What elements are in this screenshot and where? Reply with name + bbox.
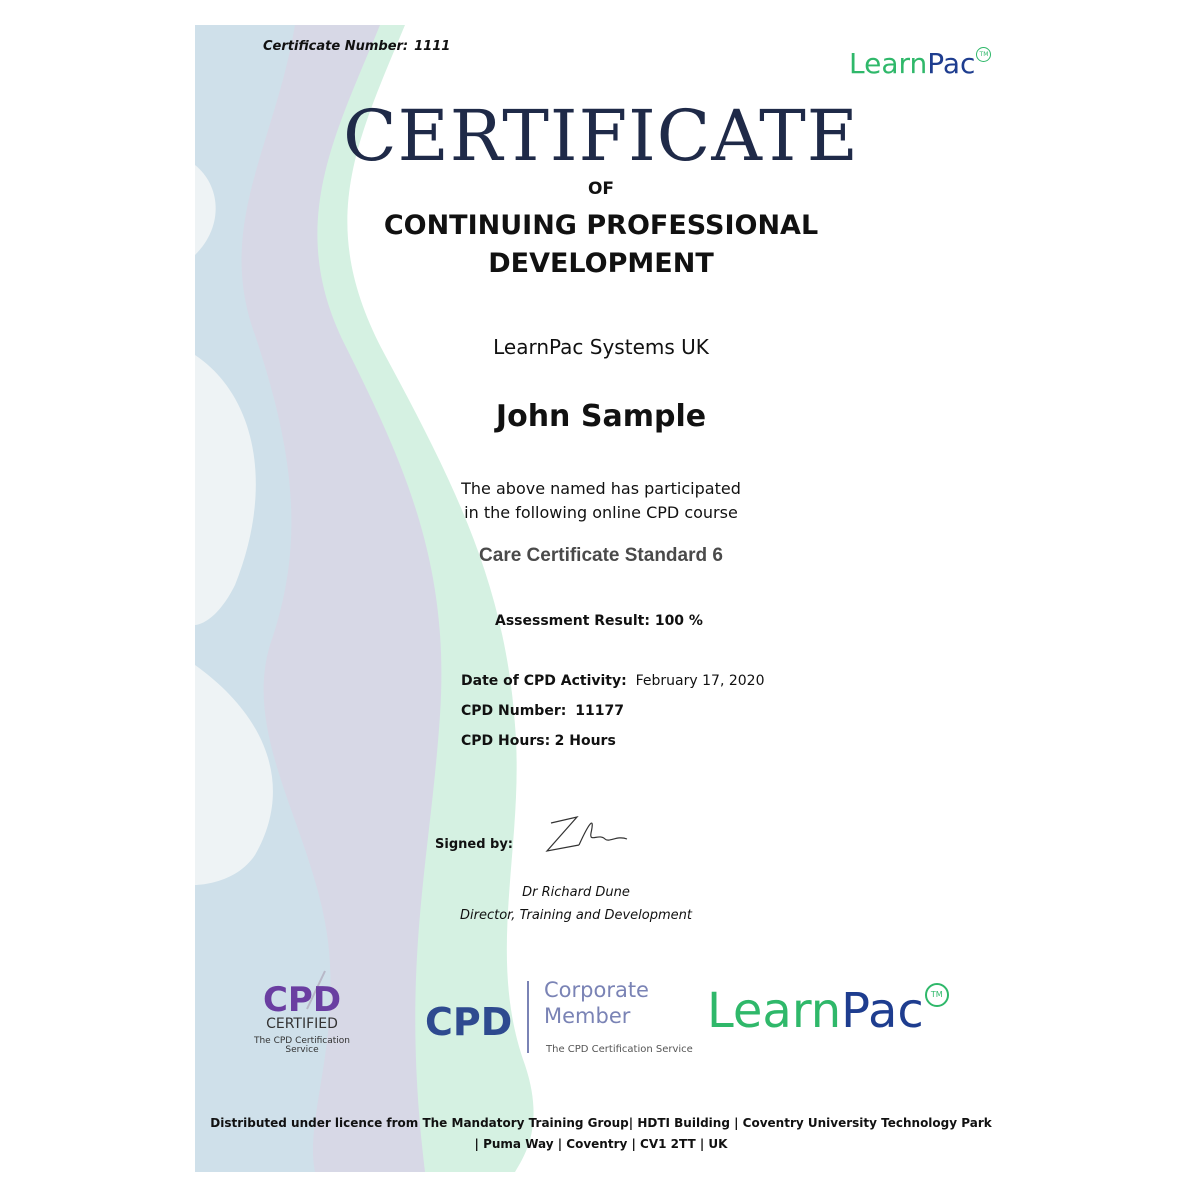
assessment-label: Assessment Result:	[495, 613, 650, 629]
assessment-result	[495, 613, 703, 629]
trademark-icon: TM	[976, 47, 991, 62]
signer-name: Dr Richard Dune	[522, 885, 630, 900]
cpd-corporate-logo	[425, 997, 535, 1057]
logo-big-pac-text: Pac	[841, 983, 924, 1039]
corporate-divider	[527, 981, 529, 1053]
participation-description	[195, 477, 1007, 525]
trademark-icon: TM	[925, 983, 949, 1007]
recipient-name: John Sample	[495, 399, 707, 434]
cpd-activity-value: February 17, 2020	[635, 673, 765, 689]
footer-line-2: | Puma Way | Coventry | CV1 2TT | UK	[474, 1137, 728, 1151]
assessment-value: 100 %	[654, 613, 703, 629]
cpd-number	[461, 703, 624, 719]
cpd-hours-value: 2 Hours	[554, 733, 616, 749]
cpd-certified-top: CPD	[262, 980, 342, 1020]
certificate-number	[263, 39, 450, 54]
subtitle-line-2: DEVELOPMENT	[488, 248, 714, 279]
corporate-line-1: Corporate	[544, 978, 649, 1002]
cpd-hours-label: CPD Hours:	[461, 733, 551, 749]
corporate-line-2: Member	[544, 1004, 631, 1028]
title-of: OF	[587, 179, 615, 199]
logo-pac-text: Pac	[927, 47, 976, 80]
cpd-certified-line1: The CPD Certification	[253, 1036, 351, 1046]
description-line-2: in the following online CPD course	[464, 503, 738, 522]
signer-block	[195, 881, 957, 927]
cpd-number-value: 11177	[575, 703, 624, 719]
corporate-subtitle: The CPD Certification Service	[546, 1044, 693, 1055]
subtitle-line-1: CONTINUING PROFESSIONAL	[383, 210, 819, 241]
course-name: Care Certificate Standard 6	[479, 545, 723, 566]
certificate-number-label: Certificate Number:	[263, 39, 409, 54]
footer-line-1: Distributed under licence from The Mandatory Training Group| HDTI Building | Coventry University Technology Park	[210, 1116, 992, 1130]
cpd-number-label: CPD Number:	[461, 703, 567, 719]
logo-big-learn-text: Learn	[707, 983, 842, 1039]
learnpac-logo-bottom	[707, 983, 949, 1039]
description-line-1: The above named has participated	[461, 479, 741, 498]
certificate-page	[195, 25, 1007, 1172]
signer-title: Director, Training and Development	[459, 908, 692, 923]
cpd-hours	[461, 733, 616, 749]
signed-by-label: Signed by:	[435, 837, 514, 852]
cpd-certified-middle: CERTIFIED	[266, 1016, 338, 1032]
logo-learn-text: Learn	[849, 47, 928, 80]
learnpac-logo-top	[849, 47, 991, 80]
cpd-certified-line2: Service	[285, 1045, 319, 1055]
organisation-name: LearnPac Systems UK	[493, 335, 709, 359]
signature-image	[539, 813, 635, 857]
cpd-certified-logo	[247, 969, 357, 1069]
cpd-activity-label: Date of CPD Activity	[461, 673, 622, 689]
corporate-member-text	[544, 977, 649, 1029]
certificate-subtitle	[195, 207, 1007, 283]
distribution-footer	[195, 1113, 1007, 1155]
certificate-title: CERTIFICATE	[343, 95, 859, 177]
cpd-activity-date: Date of CPD Activity: February 17, 2020	[461, 673, 765, 689]
certificate-number-value: 1111	[414, 39, 451, 54]
corporate-cpd-text: CPD	[425, 1000, 513, 1044]
